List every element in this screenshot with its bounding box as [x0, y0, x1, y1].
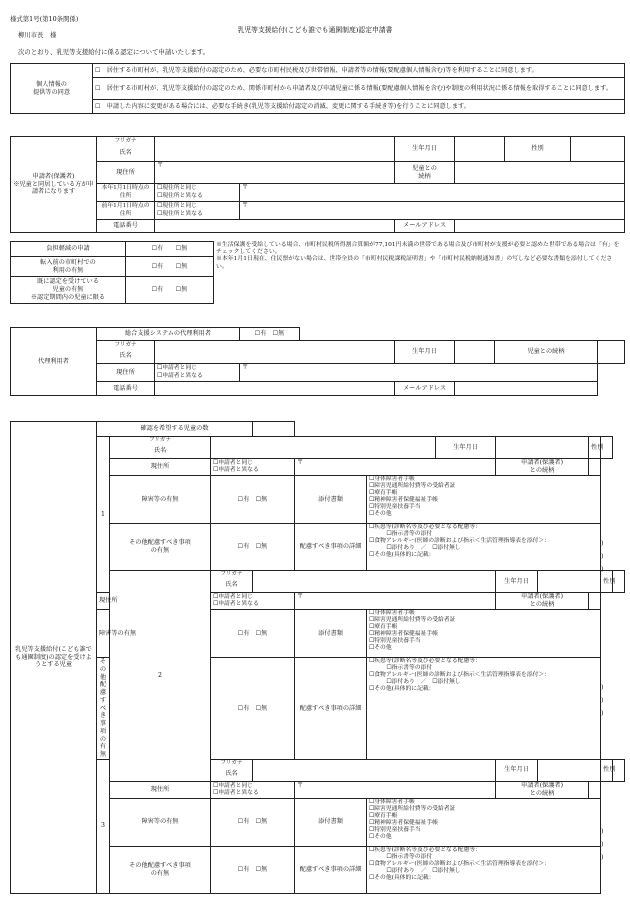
applicant-address-label: 現住所 [97, 162, 155, 184]
child-3-name-label: 氏名 [211, 767, 253, 781]
certified-yes-no[interactable]: ☐有 ☐無 [126, 277, 214, 304]
child-2-care-detail-label: 配慮すべき事項の詳細 [295, 658, 367, 760]
applicant-name-label: 氏名 [97, 146, 155, 162]
child-1-care-detail-label: 配慮すべき事項の詳細 [295, 524, 367, 571]
proxy-name-field[interactable] [155, 350, 395, 364]
child-2-number: 2 [110, 571, 211, 782]
child-2-gender-label: 性別 [601, 571, 613, 593]
proxy-address-same-diff[interactable]: ☐申請者と同じ ☐申請者と異なる [155, 364, 240, 382]
applicant-relation-label: 児童との 続柄 [395, 162, 455, 184]
child-1-number: 1 [97, 437, 110, 593]
proxy-phone-label: 電話番号 [97, 382, 155, 396]
child-2-birthdate-label: 生年月日 [496, 571, 538, 593]
child-1-gender-label: 性別 [589, 437, 601, 459]
applicant-table [10, 136, 625, 233]
applicant-email-field[interactable] [455, 220, 625, 233]
burden-label: 負担軽減の申請 [11, 242, 126, 257]
child-1-documents-label: 添付書類 [295, 476, 367, 524]
applicant-prev-jan1-address-label: 前年1月1日時点の住所 [97, 202, 155, 220]
applicant-gender-field[interactable] [571, 137, 625, 162]
child-3-birthdate-field[interactable] [538, 759, 601, 781]
child-3-address-field[interactable]: 〒 [295, 781, 496, 798]
child-2-other-care-yes-no[interactable]: ☐有 ☐無 [211, 658, 295, 760]
applicant-jan1-address-label: 本年1月1日時点の住所 [97, 184, 155, 202]
proxy-furigana-field[interactable] [155, 341, 395, 350]
burden-table [10, 241, 625, 304]
child-3-relation-field[interactable] [589, 781, 601, 798]
child-2-other-care-label: その他配慮すべき事項 の有無 [97, 658, 110, 760]
proxy-birthdate-field[interactable] [455, 341, 495, 364]
consent-item-1[interactable]: ☐ 居住する市町村が、乳児等支援給付の認定のため、必要な市町村民税及び世帯情報、申請者等の情報(要配慮個人情報含む)等を利用することに同意します。 [93, 64, 625, 78]
proxy-phone-field[interactable] [155, 382, 395, 396]
applicant-jan1-same-diff[interactable]: ☐現住所と同じ ☐現住所と異なる [155, 184, 240, 202]
child-1-address-field[interactable]: 〒 [295, 459, 496, 476]
child-3-disability-label: 障害等の有無 [110, 798, 211, 846]
child-1-name-field[interactable] [211, 445, 436, 459]
child-2-name-field[interactable] [253, 579, 496, 593]
proxy-name-label: 氏名 [97, 350, 155, 364]
child-2-furigana-label: フリガナ [211, 571, 253, 579]
child-3-gender-label: 性別 [601, 759, 613, 781]
proxy-table [10, 327, 625, 396]
page-title: 乳児等支援給付(こども誰でも通園制度)認定申請書 [237, 26, 393, 34]
child-3-care-detail-label: 配慮すべき事項の詳細 [295, 846, 367, 893]
proxy-email-field[interactable] [455, 382, 598, 396]
form-number: 様式第1号(第10条関係) [10, 15, 79, 23]
child-2-name-label: 氏名 [211, 579, 253, 593]
intro-text: 次のとおり、乳児等支援給付に係る認定について申請いたします。 [18, 48, 210, 56]
proxy-birthdate-label: 生年月日 [395, 341, 455, 364]
applicant-group-label: 申請者(保護者) ※児童と同居している方が申請者になります [11, 137, 97, 233]
burden-yes-no[interactable]: ☐有 ☐無 [126, 242, 214, 257]
applicant-furigana-field[interactable] [155, 137, 395, 146]
applicant-relation-field[interactable] [455, 162, 625, 184]
children-table [10, 421, 625, 894]
child-1-address-label: 現住所 [110, 459, 211, 476]
child-2-documents-list[interactable]: ☐身体障害者手帳 ☐障害児通所給付費等の受給者証 ☐療育手帳 ☐精神障害者保健福祉手帳 ☐特別児童扶養手当 ☐その他 [367, 610, 601, 658]
prev-city-label: 転入前の市町村での 利用の有無 [11, 257, 126, 277]
child-1-disability-label: 障害等の有無 [110, 476, 211, 524]
children-group-label: 乳児等支援給付(こども誰でも通園制度)の認定を受けようとする児童 [11, 422, 97, 894]
proxy-furigana-label: フリガナ [97, 341, 155, 350]
applicant-phone-label: 電話番号 [97, 220, 155, 233]
addressee: 柳川市長 様 [18, 31, 57, 39]
applicant-birthdate-label: 生年月日 [395, 137, 455, 162]
child-2-care-detail-list[interactable]: ☐疾患等(診断名等及び必要となる配慮等： ☐指示書等の添付 ☐食物アレルギー(医師の診断および指示＜生活管理指導表を添付＞： ☐添付あり ／ ☐添付無し ☐その他(具体的に記載： [367, 658, 601, 760]
child-1-birthdate-label: 生年月日 [436, 437, 496, 459]
child-3-address-same-diff[interactable]: ☐申請者と同じ ☐申請者と異なる [211, 781, 295, 798]
child-1-care-detail-list[interactable]: ☐疾患等(診断名等及び必要となる配慮等： ☐指示書等の添付 ☐食物アレルギー(医師の診断および指示＜生活管理指導表を添付＞： ☐添付あり ／ ☐添付無し ☐その他(具体的に記載： [367, 524, 601, 571]
child-3-close-parens: ) ) ) [601, 828, 604, 861]
child-2-disability-label: 障害等の有無 [97, 610, 110, 658]
proxy-address-field[interactable]: 〒 [240, 364, 598, 382]
applicant-birthdate-field[interactable] [455, 137, 505, 162]
child-1-furigana-label: フリガナ [110, 437, 211, 445]
proxy-system-label: 総合支援システムの代理利用者 [97, 328, 240, 341]
child-3-care-detail-list[interactable]: ☐疾患等(診断名等及び必要となる配慮等： ☐指示書等の添付 ☐食物アレルギー(医師の診断および指示＜生活管理指導表を添付＞： ☐添付あり ／ ☐添付無し ☐その他(具体的に記載： [367, 846, 601, 893]
child-1-name-label: 氏名 [110, 445, 211, 459]
child-1-birthdate-field[interactable] [496, 437, 589, 459]
child-1-address-same-diff[interactable]: ☐申請者と同じ ☐申請者と異なる [211, 459, 295, 476]
child-3-number: 3 [97, 759, 110, 893]
applicant-jan1-address-field[interactable]: 〒 [240, 184, 625, 202]
child-2-address-field[interactable]: 〒 [295, 593, 496, 610]
child-3-address-label: 現住所 [110, 781, 211, 798]
child-2-relation-label: 申請者(保護者) との続柄 [496, 593, 589, 610]
child-1-other-care-label: その他配慮すべき事項 の有無 [110, 524, 211, 571]
proxy-email-label: メールアドレス [395, 382, 455, 396]
proxy-system-yes-no[interactable]: ☐有 ☐無 [240, 328, 300, 341]
child-2-furigana-field[interactable] [253, 571, 496, 579]
child-2-birthdate-field[interactable] [538, 571, 601, 593]
child-1-furigana-field[interactable] [211, 437, 436, 445]
child-1-disability-yes-no[interactable]: ☐有 ☐無 [211, 476, 295, 524]
child-2-address-label: 現住所 [97, 593, 110, 610]
consent-label: 個人情報の 提供等の同意 [11, 64, 93, 114]
child-3-relation-label: 申請者(保護者) との続柄 [496, 781, 589, 798]
consent-item-2[interactable]: ☐ 居住する市町村が、乳児等支援給付の認定のため、関係市町村から申請者及び申請児童に係る情報(要配慮個人情報を含む)や制度の利用状況に係る情報を取得することに同意します。 [93, 78, 625, 100]
proxy-relation-field[interactable] [598, 341, 625, 364]
applicant-address-field[interactable]: 〒 [155, 162, 395, 184]
child-1-documents-list[interactable]: ☐身体障害者手帳 ☐障害児通所給付費等の受給者証 ☐療育手帳 ☐精神障害者保健福祉手帳 ☐特別児童扶養手当 ☐その他 [367, 476, 601, 524]
child-3-name-field[interactable] [253, 767, 496, 781]
children-count-label: 確認を希望する児童の数 [97, 422, 253, 437]
proxy-system-spacer [300, 328, 598, 341]
applicant-email-label: メールアドレス [395, 220, 455, 233]
consent-item-3[interactable]: ☐ 申請した内容に変更がある場合には、必要な手続き(乳児等支援給付認定の消滅、変更に関する手続き等)を行うことに同意します。 [93, 100, 625, 114]
child-1-close-parens: ) ) ) [601, 540, 604, 573]
child-3-disability-yes-no[interactable]: ☐有 ☐無 [211, 798, 295, 846]
child-3-other-care-label: その他配慮すべき事項 の有無 [110, 846, 211, 893]
applicant-phone-field[interactable] [155, 220, 395, 233]
child-1-other-care-yes-no[interactable]: ☐有 ☐無 [211, 524, 295, 571]
applicant-gender-label: 性別 [505, 137, 571, 162]
child-3-documents-label: 添付書類 [295, 798, 367, 846]
consent-table [10, 63, 625, 114]
child-3-other-care-yes-no[interactable]: ☐有 ☐無 [211, 846, 295, 893]
child-1-relation-field[interactable] [589, 459, 601, 476]
applicant-furigana-label: フリガナ [97, 137, 155, 146]
prev-city-yes-no[interactable]: ☐有 ☐無 [126, 257, 214, 277]
child-1-relation-label: 申請者(保護者) との続柄 [496, 459, 589, 476]
child-3-furigana-field[interactable] [253, 759, 496, 767]
proxy-address-label: 現住所 [97, 364, 155, 382]
applicant-prev-jan1-same-diff[interactable]: ☐現住所と同じ ☐現住所と異なる [155, 202, 240, 220]
child-2-documents-label: 添付書類 [295, 610, 367, 658]
child-3-birthdate-label: 生年月日 [496, 759, 538, 781]
children-count-field[interactable] [253, 422, 295, 437]
child-2-close-parens: ) ) ) [601, 684, 604, 717]
proxy-group-label: 代理利用者 [11, 328, 97, 396]
child-2-address-same-diff[interactable]: ☐申請者と同じ ☐申請者と異なる [211, 593, 295, 610]
child-2-relation-field[interactable] [589, 593, 601, 610]
certified-label: 既に認定を受けている 児童の有無 ※認定期間内の児童に限る [11, 277, 126, 304]
proxy-relation-label: 児童との続柄 [495, 341, 598, 364]
child-3-furigana-label: フリガナ [211, 759, 253, 767]
child-2-disability-yes-no[interactable]: ☐有 ☐無 [211, 610, 295, 658]
applicant-prev-jan1-address-field[interactable]: 〒 [240, 202, 625, 220]
children-count-spacer [295, 422, 601, 437]
child-3-documents-list[interactable]: ☐身体障害者手帳 ☐障害児通所給付費等の受給者証 ☐療育手帳 ☐精神障害者保健福祉手帳 ☐特別児童扶養手当 ☐その他 [367, 798, 601, 846]
burden-notes: ※生活保護を受給している場合、市町村民税所得割合算額が77,101円未満の世帯である場合及び市町村が支援が必要と認めた世帯である場合は「有」をチェックしてください。 ※本年1月1日現在、住民票がない場合は、世帯全員の「市町村民税課税証明書」や「市町村民税納税通知書」の写しなど必要な書類を添付してください。 [216, 241, 620, 270]
applicant-name-field[interactable] [155, 146, 395, 162]
